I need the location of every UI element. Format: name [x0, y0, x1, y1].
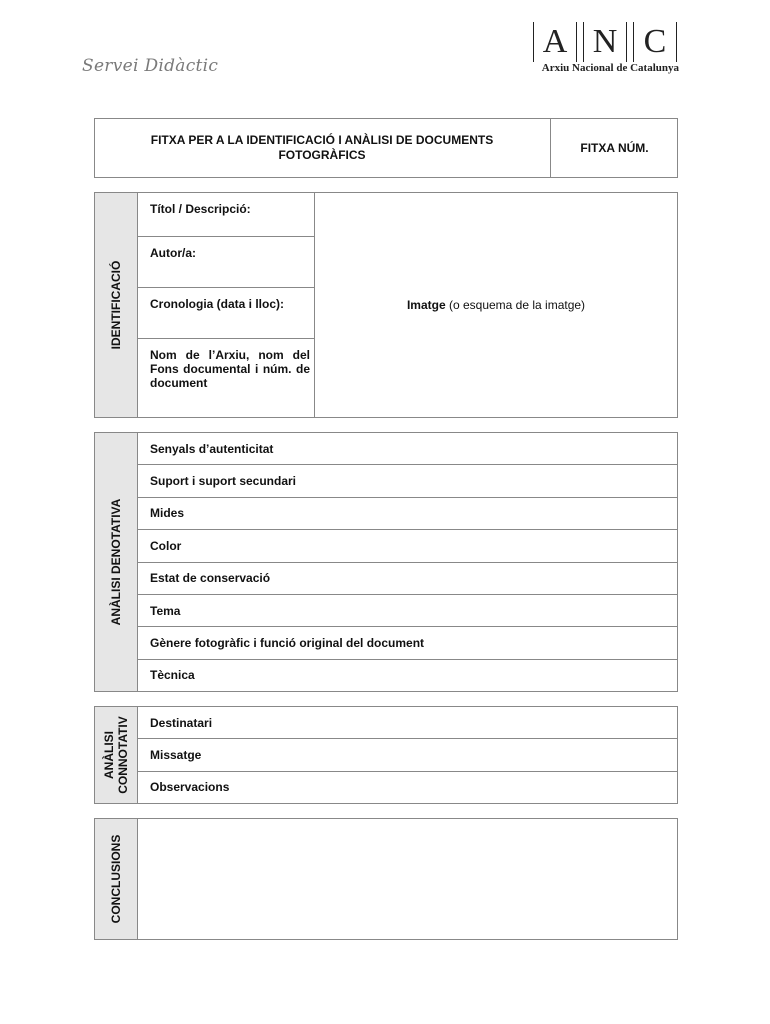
tecnica-label: Tècnica	[150, 668, 195, 683]
conclusions-section	[94, 818, 678, 940]
connotativa-side-line1: ANÀLISI	[102, 731, 116, 779]
imatge-hint: (o esquema de la imatge)	[445, 298, 586, 312]
conclusions-side-text: CONCLUSIONS	[109, 834, 123, 924]
connotativa-side-label	[95, 707, 138, 803]
conclusions-side-label	[95, 819, 138, 939]
logo-letter-c: C	[633, 22, 677, 62]
form-title: FITXA PER A LA IDENTIFICACIÓ I ANÀLISI DE DOCUMENTS FOTOGRÀFICS	[150, 133, 494, 162]
tema-field[interactable]	[138, 594, 677, 626]
titol-field[interactable]	[138, 193, 314, 237]
arxiu-label: Nom de l’Arxiu, nom del Fons documental i núm. de document	[150, 348, 310, 390]
logo-letter-n: N	[583, 22, 627, 62]
identificacio-fields	[138, 193, 315, 417]
denotativa-fields	[138, 433, 677, 691]
connotativa-section	[94, 706, 678, 804]
denotativa-side-label	[95, 433, 138, 691]
observacions-label: Observacions	[150, 780, 230, 795]
autor-label: Autor/a:	[150, 246, 196, 260]
imatge-area[interactable]	[315, 193, 677, 417]
denotativa-side-text: ANÀLISI DENOTATIVA	[109, 498, 123, 626]
destinatari-label: Destinatari	[150, 715, 213, 730]
logo-letter-a: A	[533, 22, 577, 62]
anc-logo	[533, 22, 677, 62]
mides-field[interactable]	[138, 497, 677, 529]
identificacio-side-text: IDENTIFICACIÓ	[109, 260, 123, 350]
connotativa-fields	[138, 707, 677, 803]
denotativa-section	[94, 432, 678, 692]
connotativa-side-text	[102, 716, 130, 794]
genere-label: Gènere fotogràfic i funció original del document	[150, 635, 425, 650]
autor-field[interactable]	[138, 237, 314, 288]
color-label: Color	[150, 538, 182, 553]
observacions-field[interactable]	[138, 771, 677, 803]
genere-field[interactable]	[138, 626, 677, 658]
estat-field[interactable]	[138, 562, 677, 594]
identificacio-section	[94, 192, 678, 418]
senyals-label: Senyals d’autenticitat	[150, 441, 274, 456]
destinatari-field[interactable]	[138, 707, 677, 738]
identificacio-side-label	[95, 193, 138, 417]
mides-label: Mides	[150, 506, 185, 521]
missatge-label: Missatge	[150, 747, 202, 762]
titol-label: Títol / Descripció:	[150, 202, 251, 216]
connotativa-side-line2: CONNOTATIV	[116, 716, 130, 794]
senyals-field[interactable]	[138, 433, 677, 464]
suport-field[interactable]	[138, 464, 677, 496]
estat-label: Estat de conservació	[150, 571, 271, 586]
logo-subtitle: Arxiu Nacional de Catalunya	[541, 62, 679, 74]
missatge-field[interactable]	[138, 738, 677, 770]
tecnica-field[interactable]	[138, 659, 677, 691]
fitxa-num-label: FITXA NÚM.	[550, 118, 678, 178]
tema-label: Tema	[150, 603, 181, 618]
arxiu-field[interactable]	[138, 339, 314, 417]
cronologia-field[interactable]	[138, 288, 314, 339]
imatge-label: Imatge	[406, 298, 446, 312]
suport-label: Suport i suport secundari	[150, 474, 297, 489]
servei-didactic-text: Servei Didàctic	[82, 56, 219, 76]
conclusions-area[interactable]	[138, 819, 677, 939]
cronologia-label: Cronologia (data i lloc):	[150, 297, 284, 311]
color-field[interactable]	[138, 529, 677, 561]
